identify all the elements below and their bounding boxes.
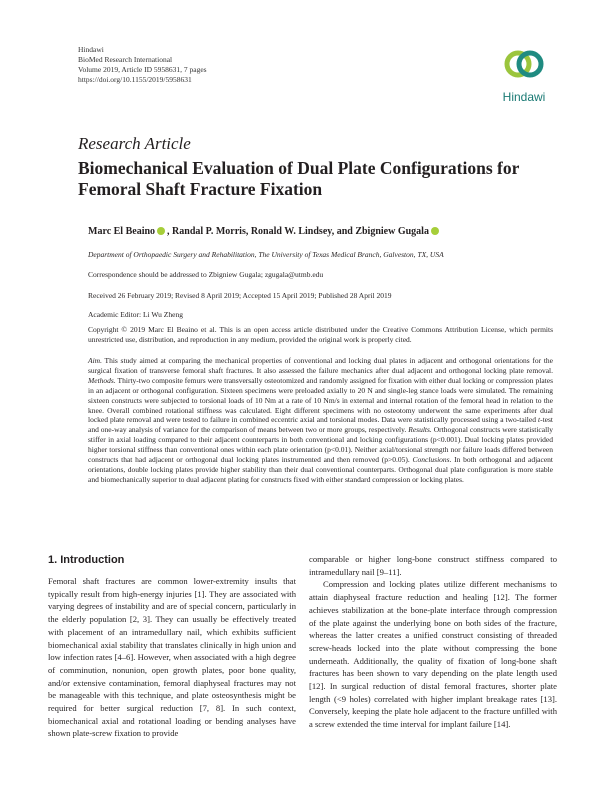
abstract-methods: Thirty-two composite femurs were transversally osteotomized and randomly assigned for fixation with either dual locking or compression plates in an adjacent or orthogonal configuration. Sixteen specimens were preloaded axially to 20 N and single-leg stance loads were simulated. The remaining sixteen constructs were subjected to torsional loads of 10 Nm at a rate of 10 Nm/s in external and internal rotation of the femoral head in relation to the knee. Overall combined rotational stiffness was calculated. Eight different specimens with no osteotomy underwent the same experiments after dual locked plate removal and were tested to failure in combined eccentric axial and torsional modes. Data were statistically processed using a two-tailed xyxy=(88,375,553,425)
abstract-aim-label: Aim. xyxy=(88,356,102,365)
journal-publisher: Hindawi xyxy=(78,45,104,54)
abstract-methods-continued: -test and one-way analysis of variance for the comparison of means between two or more groups, respectively. xyxy=(88,415,553,435)
affiliation: Department of Orthopaedic Surgery and Rehabilitation, The University of Texas Medical Branch, Galveston, TX, USA xyxy=(88,250,444,259)
abstract xyxy=(88,356,553,485)
introduction-heading: 1. Introduction xyxy=(48,554,125,566)
author-rest: , Randal P. Morris, Ronald W. Lindsey, and Zbigniew Gugala xyxy=(167,226,429,237)
copyright-notice: Copyright © 2019 Marc El Beaino et al. This is an open access article distributed under the Creative Commons Attribution License, which permits unrestricted use, distribution, and reproduction in any medium, provided the original work is properly cited. xyxy=(88,325,553,344)
orcid-icon[interactable] xyxy=(431,227,439,235)
introduction-paragraph: comparable or higher long-bone construct stiffness compared to intramedullary nail [9–11]. xyxy=(309,554,557,577)
journal-volume: Volume 2019, Article ID 5958631, 7 pages xyxy=(78,65,207,74)
introduction-left-column xyxy=(48,575,296,740)
introduction-paragraph: Femoral shaft fractures are common lower-extremity insults that typically result from high-energy injuries [1]. They are associated with varying degrees of instability and are of special concern, particularly in the elderly population [2, 3]. They can usually be effectively treated with placement of an intramedullary nail, which exhibits sufficient biomechanical axial stability that translates clinically in high union and low infection rates [4–6]. However, when associated with a high degree of comminution, nonunion, open growth plates, poor bone quality, and/or extensive contamination, femoral diaphyseal fractures may not be manageable with this technique, and plate osteosynthesis might be required for better surgical reduction [7, 8]. In such context, biomechanical axial and rotational loading or bending analyses have shown plate-screw fixation to provide xyxy=(48,576,296,739)
article-type: Research Article xyxy=(78,134,191,153)
academic-editor: Academic Editor: Li Wu Zheng xyxy=(88,310,183,319)
abstract-t-symbol: t xyxy=(537,415,541,425)
publication-dates: Received 26 February 2019; Revised 8 April 2019; Accepted 15 April 2019; Published 28 April 2019 xyxy=(88,291,392,300)
abstract-conclusions: In both orthogonal and adjacent orientations, double locking plates provide higher stability than their dual conventional counterparts. Orthogonal dual plate configuration is more stable and biomechanically superior to dual adjacent plating for constructs fixed with either standard compression or locking plates. xyxy=(88,455,553,484)
abstract-methods-label: Methods. xyxy=(88,375,116,385)
hindawi-logo-text: Hindawi xyxy=(502,90,546,104)
abstract-results: Orthogonal constructs were statistically stiffer in axial loading compared to their adjacent counterparts in both conventional and locking configurations (p<0.001). Dual locking plates provided higher torsional stiffness than conventional ones within each plate orientation (p<0.01). Neither axial/torsional strength nor failure loads differed between constructs that had adjacent or orthogonal dual locking plates instrumented and then removed (p>0.05). xyxy=(88,425,553,465)
abstract-conclusions-label: Conclusions. xyxy=(412,455,452,465)
hindawi-logo xyxy=(494,42,554,108)
author-list xyxy=(88,226,441,237)
journal-info xyxy=(78,45,207,85)
introduction-paragraph: Compression and locking plates utilize different mechanisms to attain diaphyseal fracture reduction and healing [12]. The former achieves stabilization at the bone-plate interface through compression of the plate against the underlying bone on both sides of the fracture, whereas the latter creates a unified construct consisting of threaded screw-heads locked into the plate without compressing the bone underneath. Additionally, the quality of fixation of long-bone shaft fractures has been shown to vary depending on the plate length used [12]. In surgical reduction of distal femoral fractures, shorter plate length (<9 holes) correlated with higher implant breakage rates [13]. Conversely, keeping the plate hole adjacent to the fracture unfilled with a screw extended the time interval for implant failure [14]. xyxy=(309,579,557,730)
journal-doi[interactable]: https://doi.org/10.1155/2019/5958631 xyxy=(78,75,192,84)
author-1[interactable]: Marc El Beaino xyxy=(88,226,156,237)
abstract-results-label: Results. xyxy=(408,425,432,435)
hindawi-logo-icon xyxy=(502,42,546,86)
introduction-right-column xyxy=(309,553,557,731)
orcid-icon[interactable] xyxy=(157,227,165,235)
journal-name: BioMed Research International xyxy=(78,55,173,64)
abstract-aim: This study aimed at comparing the mechanical properties of conventional and locking dual plates in adjacent and orthogonal orientations for the surgical fixation of transverse femoral shaft fractures. It also assessed the failure mechanics after dual adjacent and orthogonal locking plate removal. xyxy=(88,356,553,375)
correspondence: Correspondence should be addressed to Zbigniew Gugala; zgugala@utmb.edu xyxy=(88,270,324,279)
article-title: Biomechanical Evaluation of Dual Plate Configurations for Femoral Shaft Fracture Fixation xyxy=(78,158,520,199)
